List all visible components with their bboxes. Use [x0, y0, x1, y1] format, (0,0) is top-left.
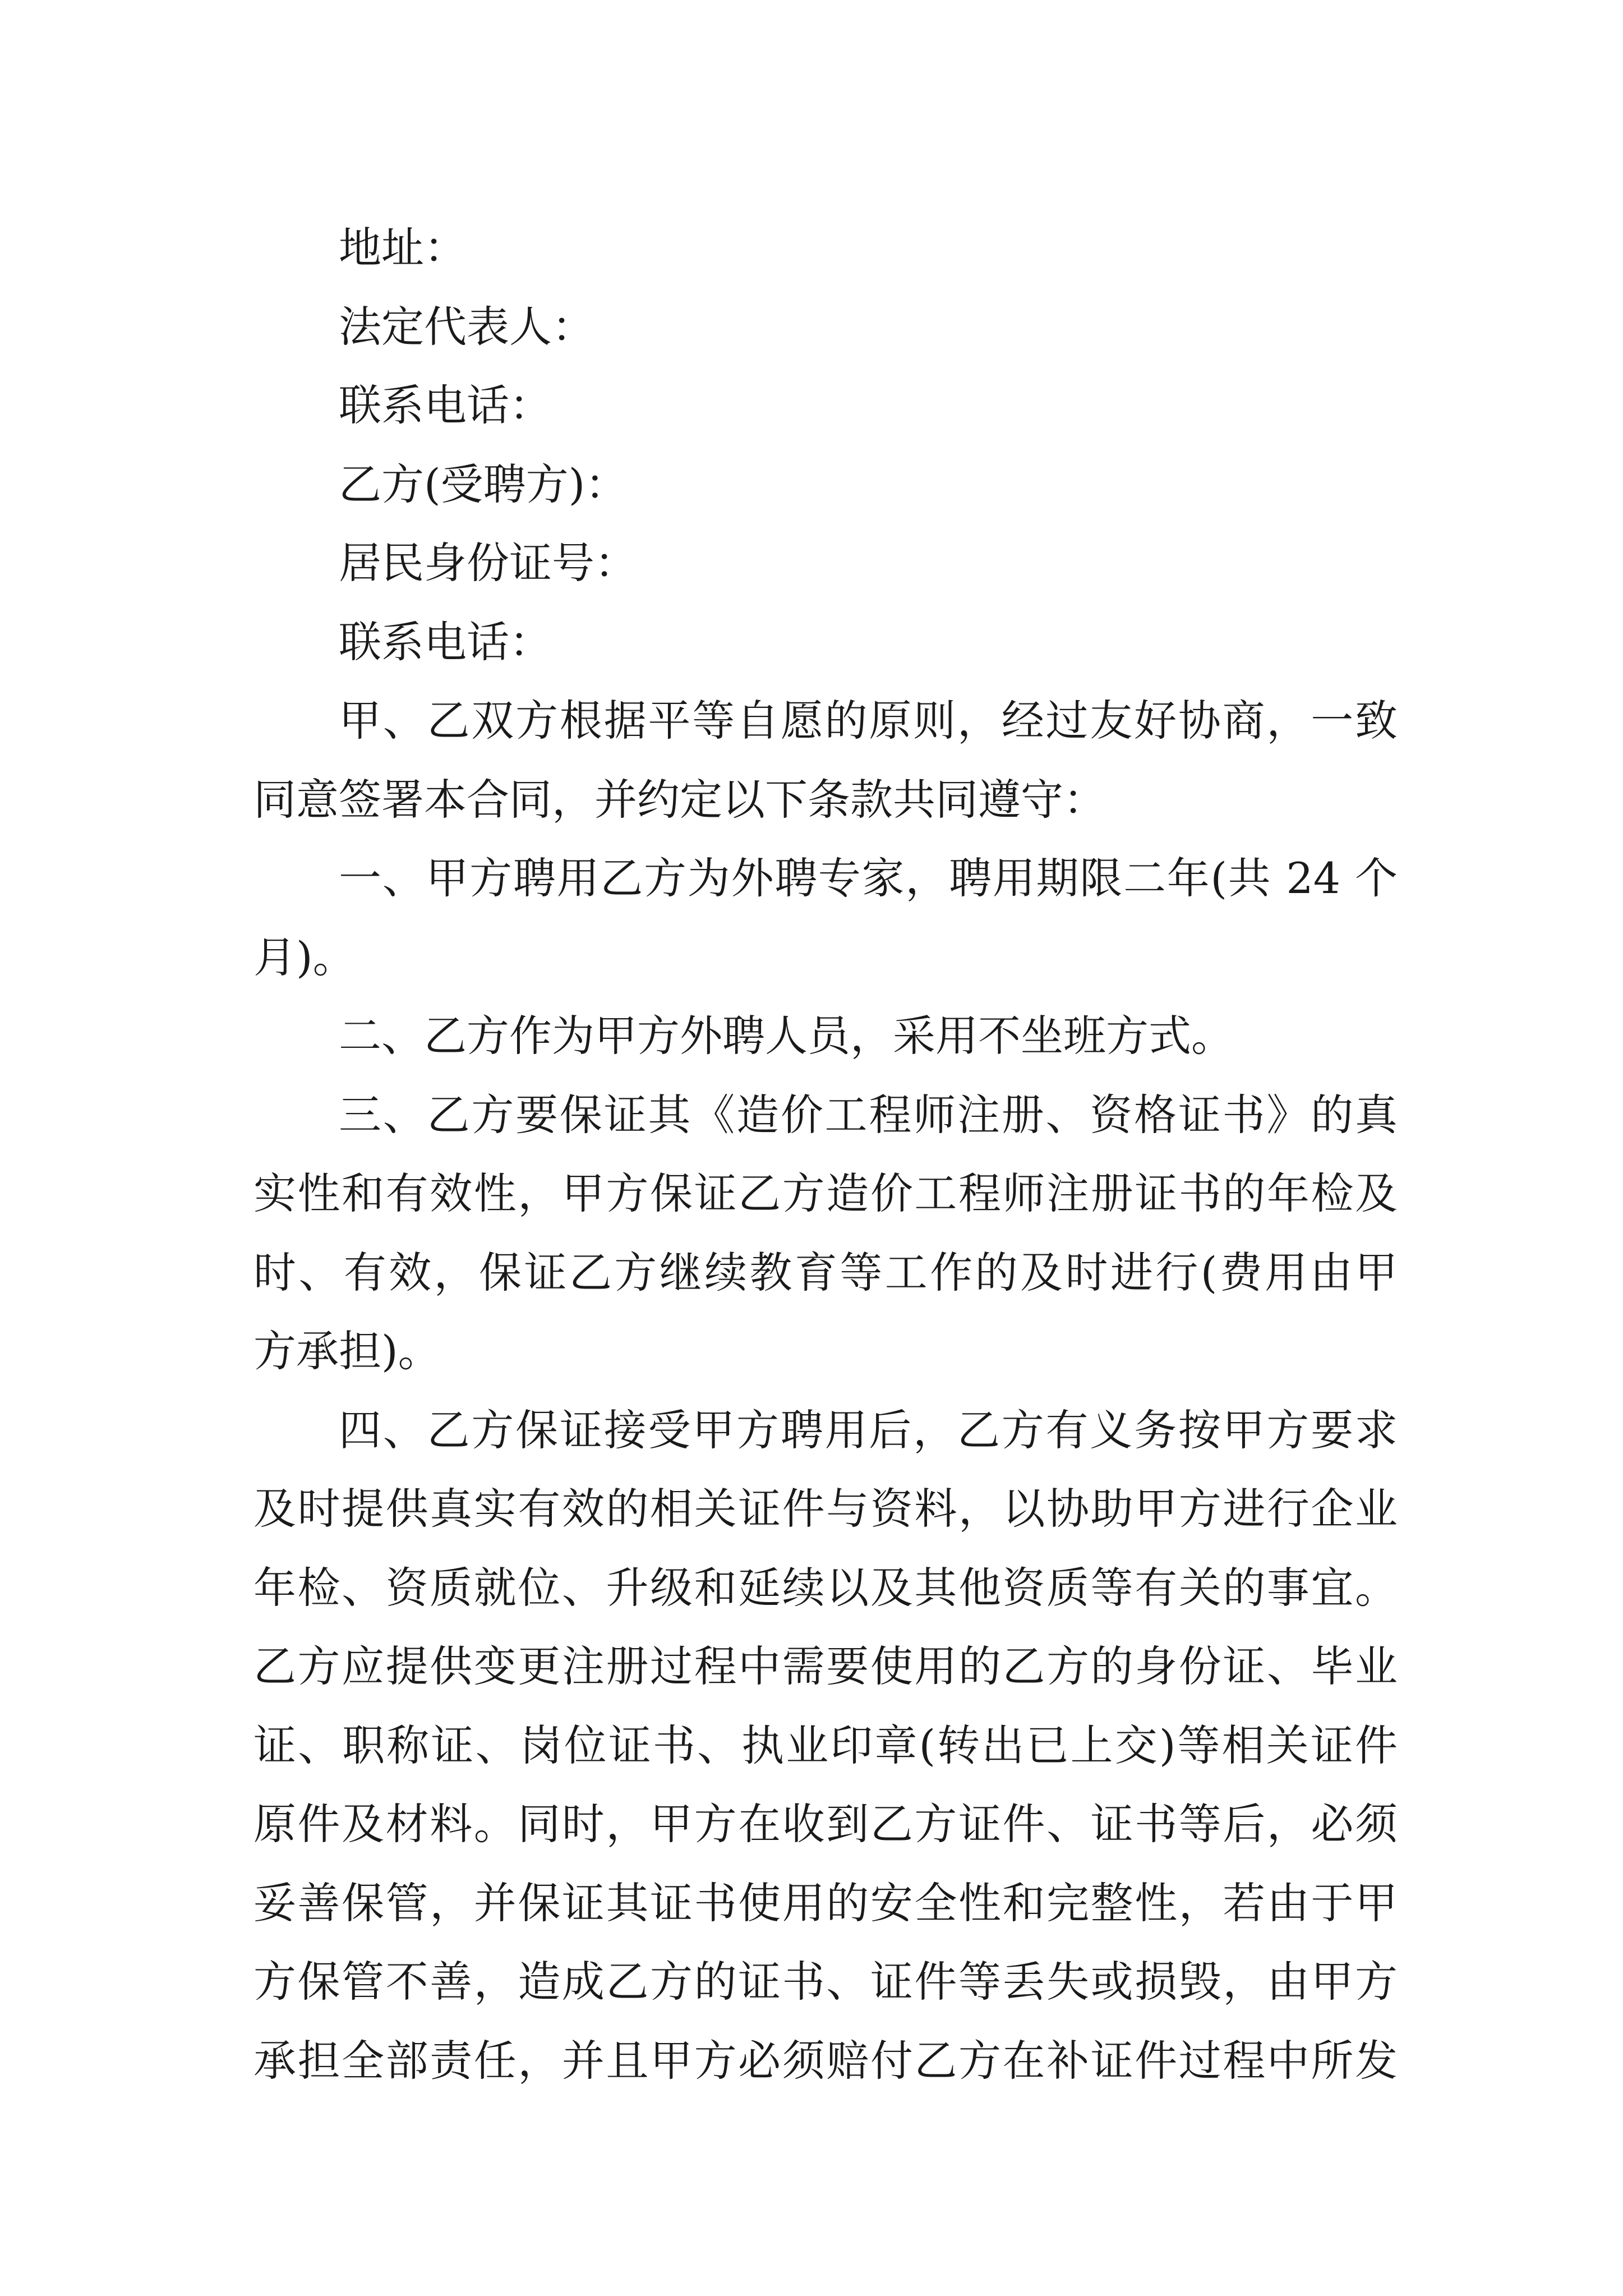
document-text-line: 甲、乙双方根据平等自愿的原则，经过友好协商，一致	[339, 696, 1398, 746]
document-text-line: 年检、资质就位、升级和延续以及其他资质等有关的事宜。	[253, 1562, 1398, 1613]
document-body	[253, 209, 1398, 2100]
document-text-line: 及时提供真实有效的相关证件与资料，以协助甲方进行企业	[253, 1484, 1398, 1534]
document-text-line: 方承担)。	[253, 1326, 441, 1376]
document-text-line: 月)。	[253, 932, 356, 982]
document-text-line: 四、乙方保证接受甲方聘用后，乙方有义务按甲方要求	[339, 1405, 1398, 1455]
document-text-line: 一、甲方聘用乙方为外聘专家，聘用期限二年(共 24 个	[339, 853, 1398, 903]
document-text-line: 三、乙方要保证其《造价工程师注册、资格证书》的真	[339, 1089, 1398, 1140]
document-text-line: 证、职称证、岗位证书、执业印章(转出已上交)等相关证件	[253, 1720, 1398, 1770]
document-text-line: 承担全部责任，并且甲方必须赔付乙方在补证件过程中所发	[253, 2035, 1398, 2086]
document-text-line: 实性和有效性，甲方保证乙方造价工程师注册证书的年检及	[253, 1168, 1398, 1218]
document-text-line: 妥善保管，并保证其证书使用的安全性和完整性，若由于甲	[253, 1878, 1398, 1928]
document-text-line: 乙方(受聘方)：	[339, 459, 628, 509]
document-text-line: 同意签署本合同，并约定以下条款共同遵守：	[253, 774, 1106, 825]
document-text-line: 原件及材料。同时，甲方在收到乙方证件、证书等后，必须	[253, 1799, 1398, 1849]
document-text-line: 联系电话：	[339, 616, 552, 667]
document-text-line: 方保管不善，造成乙方的证书、证件等丢失或损毁，由甲方	[253, 1957, 1398, 2007]
document-text-line: 乙方应提供变更注册过程中需要使用的乙方的身份证、毕业	[253, 1641, 1398, 1691]
document-text-line: 时、有效，保证乙方继续教育等工作的及时进行(费用由甲	[253, 1247, 1398, 1297]
document-text-line: 二、乙方作为甲方外聘人员，采用不坐班方式。	[339, 1011, 1234, 1061]
document-text-line: 地址：	[339, 223, 467, 273]
document-text-line: 联系电话：	[339, 380, 552, 430]
document-text-line: 法定代表人：	[339, 301, 594, 352]
document-text-line: 居民身份证号：	[339, 538, 637, 588]
